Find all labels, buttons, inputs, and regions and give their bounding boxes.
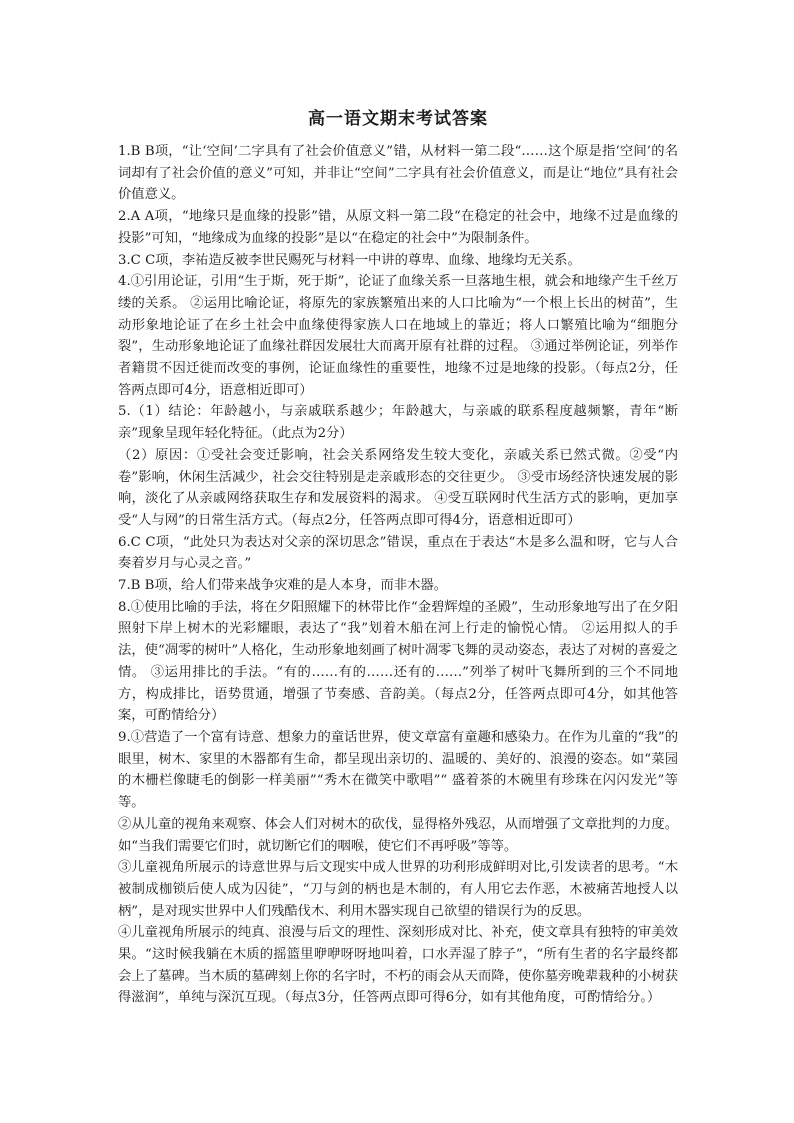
answer-9-point-2: ②从儿童的视角来观察、体会人们对树木的砍伐，显得格外残忍，从而增强了文章批判的力度。如“当我们需要它们时，就切断它们的咽喉，使它们不再呼吸”等等。 <box>118 816 678 854</box>
answer-5-part-1: 5.（1）结论：年龄越小，与亲戚联系越少；年龄越大，与亲戚的联系程度越频繁，青年“断亲”现象呈现年轻化特征。（此点为2分） <box>118 404 678 442</box>
answer-7: 7.B B项，给人们带来战争灾难的是人本身，而非木器。 <box>118 578 447 594</box>
answer-3: 3.C C项，李祐造反被李世民赐死与材料一中讲的尊卑、血缘、地缘均无关系。 <box>118 252 581 268</box>
page-title: 高一语文期末考试答案 <box>308 109 488 129</box>
answer-1: 1.B B项，“让‘空间’二字具有了社会价值意义”错，从材料一第二段“……这个原是指‘空间’的名词却有了社会价值的意义”可知，并非让“空间”二字具有社会价值意义，而是让“地位”具有社会价值意义。 <box>118 144 678 203</box>
answer-5-part-2: （2）原因：①受社会变迁影响，社会关系网络发生较大变化，亲戚关系已然式微。②受“内卷”影响，休闲生活减少，社会交往特别是走亲戚形态的交往更少。 ③受市场经济快速发展的影响，淡化了从亲戚网络获取生存和发展资料的渴求。 ④受互联网时代生活方式的影响，更加享受“人与网”的日常生活方式。（每点2分，任答两点即可得4分，语意相近即可） <box>118 447 678 528</box>
answer-9-point-1: 9.①营造了一个富有诗意、想象力的童话世界，使文章富有童趣和感染力。在作为儿童的“我”的眼里，树木、家里的木器都有生命，都呈现出亲切的、温暖的、美好的、浪漫的姿态。如“菜园的木栅栏像睫毛的倒影一样美丽”“秀木在微笑中歌唱”“ 盛着茶的木碗里有珍珠在闪闪发光”等等。 <box>118 729 678 811</box>
answer-9-point-4: ④儿童视角所展示的纯真、浪漫与后文的理性、深刻形成对比、补充，使文章具有独特的审美效果。“这时候我躺在木质的摇篮里咿咿呀呀地叫着，口水弄湿了脖子”，“所有生者的名字最终都会上了墓碑。当木质的墓碑刻上你的名字时，不朽的雨会从天而降，使你墓旁晚辈栽种的小树获得滋润”，单纯与深沉互现。（每点3分，任答两点即可得6分，如有其他角度，可酌情给分。） <box>118 925 678 1006</box>
answer-sheet <box>118 104 678 1009</box>
answer-9-point-3: ③儿童视角所展示的诗意世界与后文现实中成人世界的功利形成鲜明对比,引发读者的思考。“木被制成枷锁后使人成为囚徒”，“刀与剑的柄也是木制的，有人用它去作恶，木被痛苦地授人以柄”，是对现实世界中人们残酷伐木、利用木器实现自己欲望的错误行为的反思。 <box>118 860 678 919</box>
answer-8: 8.①使用比喻的手法，将在夕阳照耀下的林带比作“金碧辉煌的圣殿”，生动形象地写出了在夕阳照射下岸上树木的光彩耀眼，表达了“我”划着木船在河上行走的愉悦心情。 ②运用拟人的手法，使“凋零的树叶”人格化，生动形象地刻画了树叶凋零飞舞的灵动姿态，表达了对树的喜爱之情。 ③运用排比的手法。“有的……有的……还有的……”列举了树叶飞舞所到的三个不同地方，构成排比，语势贯通，增强了节奏感、音韵美。（每点2分，任答两点即可4分，如其他答案，可酌情给分） <box>118 599 678 724</box>
answer-6: 6.C C项，“此处只为表达对父亲的深切思念”错误，重点在于表达“木是多么温和呀，它与人合奏着岁月与心灵之音。” <box>118 534 678 572</box>
answer-4: 4.①引用论证，引用“生于斯，死于斯”，论证了血缘关系一旦落地生根，就会和地缘产生千丝万缕的关系。 ②运用比喻论证，将原先的家族繁殖出来的人口比喻为“一个根上长出的树苗”，生动形象地论证了在乡土社会中血缘使得家族人口在地域上的靠近；将人口繁殖比喻为“细胞分裂”，生动形象地论证了血缘社群因发展壮大而离开原有社群的过程。 ③通过举例论证，列举作者籍贯不因迁徙而改变的事例，论证血缘性的重要性，地缘不过是地缘的投影。（每点2分，任答两点即可4分，语意相近即可） <box>118 274 678 398</box>
answer-2: 2.A A项，“地缘只是血缘的投影”错，从原文料一第二段“在稳定的社会中，地缘不过是血缘的投影”可知，“地缘成为血缘的投影”是以“在稳定的社会中”为限制条件。 <box>118 209 678 246</box>
